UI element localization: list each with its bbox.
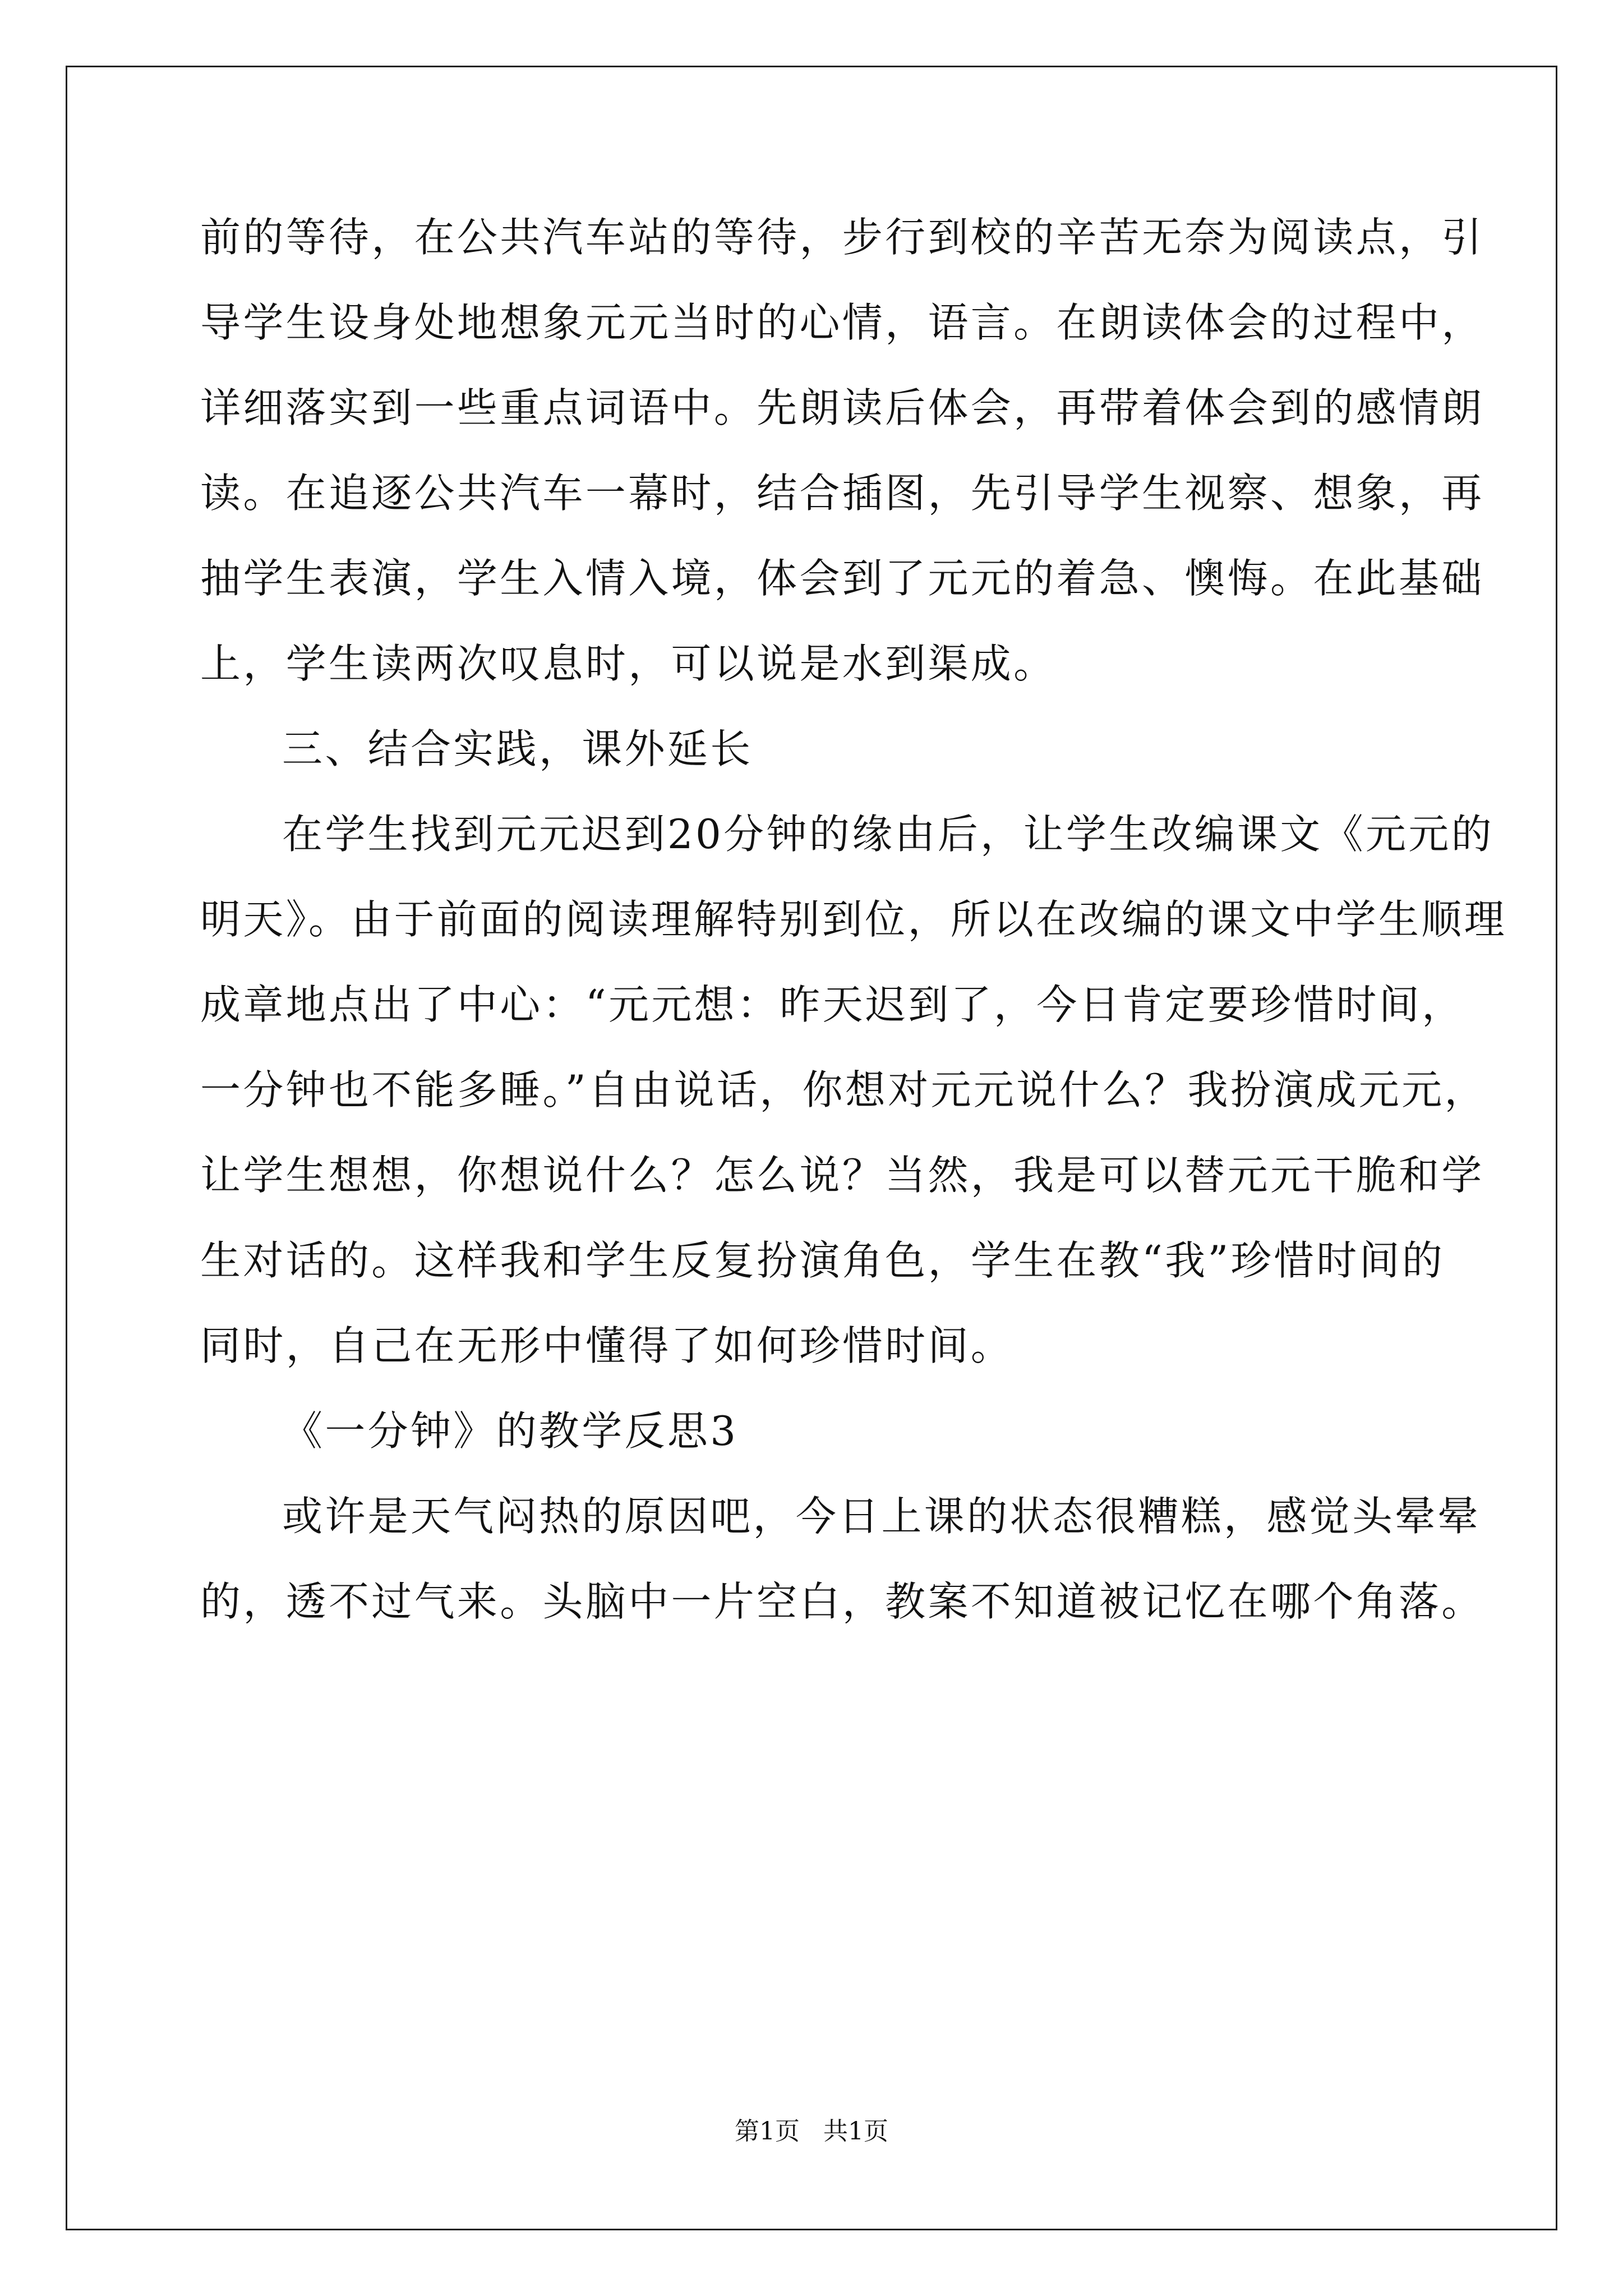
text-line-14: 同时，自己在无形中懂得了如何珍惜时间。	[200, 1322, 1014, 1369]
article-title: 《一分钟》的教学反思3	[282, 1407, 739, 1455]
text-line-11: 一分钟也不能多睡。”自由说话，你想对元元说什么？我扮演成元元，	[200, 1066, 1487, 1114]
text-line-5: 抽学生表演，学生入情入境，体会到了元元的着急、懊悔。在此基础	[200, 555, 1484, 602]
page-footer: 第1页 共1页	[735, 2117, 888, 2146]
text-line-9: 明天》。由于前面的阅读理解特别到位，所以在改编的课文中学生顺理	[200, 896, 1507, 943]
text-line-17: 的，透不过气来。头脑中一片空白，教案不知道被记忆在哪个角落。	[200, 1578, 1484, 1625]
text-line-16: 或许是天气闷热的原因吧，今日上课的状态很糟糕，感觉头晕晕	[282, 1493, 1481, 1540]
text-line-13: 生对话的。这样我和学生反复扮演角色，学生在教“我”珍惜时间的	[200, 1237, 1445, 1284]
text-line-12: 让学生想想，你想说什么？怎么说？当然，我是可以替元元干脆和学	[200, 1152, 1484, 1199]
text-line-10: 成章地点出了中心：“元元想：昨天迟到了，今日肯定要珍惜时间，	[200, 981, 1465, 1028]
section-heading: 三、结合实践，课外延长	[282, 725, 753, 772]
text-line-4: 读。在追逐公共汽车一幕时，结合插图，先引导学生视察、想象，再	[200, 470, 1484, 517]
text-line-2: 导学生设身处地想象元元当时的心情，语言。在朗读体会的过程中，	[200, 299, 1484, 346]
text-line-1: 前的等待，在公共汽车站的等待，步行到校的辛苦无奈为阅读点，引	[200, 214, 1484, 261]
text-line-8: 在学生找到元元迟到20分钟的缘由后，让学生改编课文《元元的	[282, 811, 1494, 858]
text-line-3: 详细落实到一些重点词语中。先朗读后体会，再带着体会到的感情朗	[200, 384, 1484, 431]
text-line-6: 上，学生读两次叹息时，可以说是水到渠成。	[200, 640, 1057, 687]
